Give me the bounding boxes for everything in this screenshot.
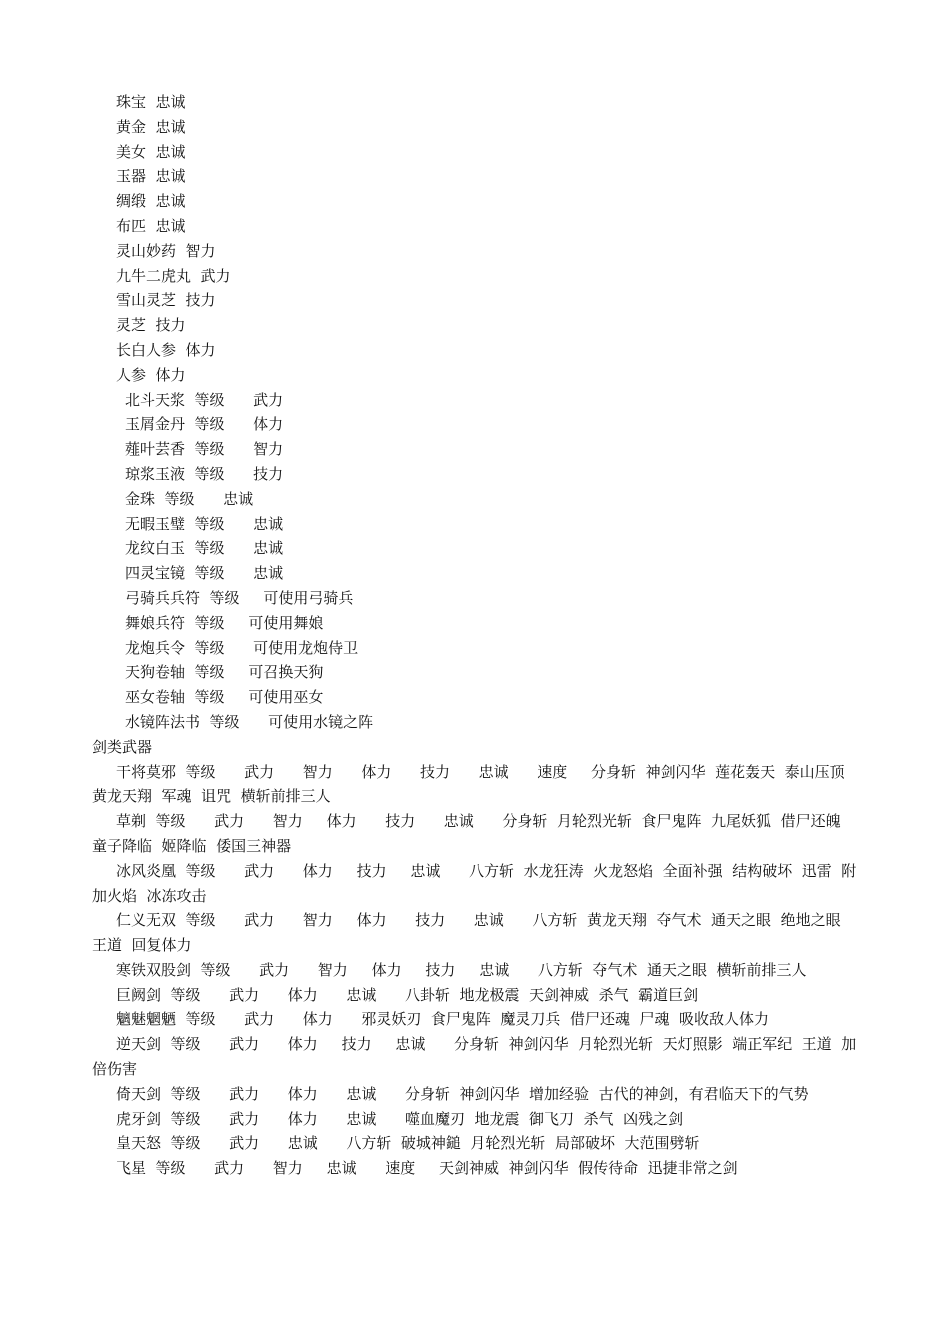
weapon-entry: 虎牙剑 等级 武力 体力 忠诚 噬血魔刃 地龙震 御飞刀 杀气 凶残之剑 bbox=[116, 1109, 684, 1128]
weapon-entry: 寒铁双股剑 等级 武力 智力 体力 技力 忠诚 八方斩 夺气术 通天之眼 横斩前排三人 bbox=[116, 960, 807, 979]
weapon-entry: 草剃 等级 武力 智力 体力 技力 忠诚 分身斩 月轮烈光斩 食尸鬼阵 九尾妖狐 借尸还魄 童子降临 姬降临 倭国三神器 bbox=[92, 812, 851, 855]
weapon-entry: 巨阙剑 等级 武力 体力 忠诚 八卦斩 地龙极震 天剑神威 杀气 霸道巨剑 bbox=[116, 985, 699, 1004]
list-item: 九牛二虎丸 武力 bbox=[116, 266, 231, 285]
list-item: 珠宝 忠诚 bbox=[116, 93, 186, 111]
list-item: 美女 忠诚 bbox=[116, 142, 186, 161]
list-item: 舞娘兵符 等级 可使用舞娘 bbox=[125, 613, 324, 632]
list-item: 龙炮兵令 等级 可使用龙炮侍卫 bbox=[125, 638, 359, 657]
list-item: 玉屑金丹 等级 体力 bbox=[125, 415, 284, 434]
list-item: 玉器 忠诚 bbox=[116, 167, 186, 186]
weapons-list bbox=[92, 760, 864, 1182]
section-heading: 剑类武器 bbox=[92, 737, 153, 756]
list-item: 北斗天浆 等级 武力 bbox=[125, 390, 284, 409]
weapon-entry: 飞星 等级 武力 智力 忠诚 速度 天剑神威 神剑闪华 假传待命 迅捷非常之剑 bbox=[116, 1159, 738, 1178]
list-item: 水镜阵法书 等级 可使用水镜之阵 bbox=[125, 712, 374, 731]
list-item: 布匹 忠诚 bbox=[116, 216, 186, 235]
weapon-entry: 仁义无双 等级 武力 智力 体力 技力 忠诚 八方斩 黄龙天翔 夺气术 通天之眼 绝地之眼 王道 回复体力 bbox=[92, 911, 851, 955]
weapon-entry: 皇天怒 等级 武力 忠诚 八方斩 破城神鎚 月轮烈光斩 局部破坏 大范围劈斩 bbox=[116, 1134, 700, 1153]
weapon-entry: 魑魅魍魉 等级 武力 体力 邪灵妖刃 食尸鬼阵 魔灵刀兵 借尸还魂 尸魂 吸收敌人体力 bbox=[116, 1010, 770, 1029]
list-item: 金珠 等级 忠诚 bbox=[125, 489, 254, 508]
weapon-entry: 冰风炎凰 等级 武力 体力 技力 忠诚 八方斩 水龙狂涛 火龙怒焰 全面补强 结构破坏 迅雷 附加火焰 冰冻攻击 bbox=[92, 861, 857, 905]
list-item: 巫女卷轴 等级 可使用巫女 bbox=[125, 688, 324, 707]
document-page bbox=[92, 90, 864, 1181]
level-items-list bbox=[92, 388, 864, 735]
list-item: 琼浆玉液 等级 技力 bbox=[125, 464, 284, 483]
list-item: 无暇玉璧 等级 忠诚 bbox=[125, 514, 284, 533]
list-item: 龙纹白玉 等级 忠诚 bbox=[125, 539, 284, 558]
list-item: 薤叶芸香 等级 智力 bbox=[125, 440, 284, 459]
list-item: 灵芝 技力 bbox=[116, 316, 186, 335]
list-item: 黄金 忠诚 bbox=[116, 117, 186, 136]
list-item: 四灵宝镜 等级 忠诚 bbox=[125, 564, 284, 583]
list-item: 灵山妙药 智力 bbox=[116, 241, 216, 260]
list-item: 弓骑兵兵符 等级 可使用弓骑兵 bbox=[125, 588, 354, 607]
list-item: 绸缎 忠诚 bbox=[116, 192, 186, 211]
list-item: 雪山灵芝 技力 bbox=[116, 291, 216, 310]
list-item: 人参 体力 bbox=[116, 365, 186, 384]
weapon-entry: 逆天剑 等级 武力 体力 技力 忠诚 分身斩 神剑闪华 月轮烈光斩 天灯照影 端正军纪 王道 加倍伤害 bbox=[92, 1035, 857, 1079]
consumable-items-list bbox=[92, 90, 864, 388]
list-item: 天狗卷轴 等级 可召换天狗 bbox=[125, 663, 324, 682]
weapon-entry: 干将莫邪 等级 武力 智力 体力 技力 忠诚 速度 分身斩 神剑闪华 莲花轰天 泰山压顶 黄龙天翔 军魂 诅咒 横斩前排三人 bbox=[92, 762, 855, 806]
list-item: 长白人参 体力 bbox=[116, 340, 216, 359]
weapon-entry: 倚天剑 等级 武力 体力 忠诚 分身斩 神剑闪华 增加经验 古代的神剑，有君临天下的气势 bbox=[116, 1084, 809, 1103]
